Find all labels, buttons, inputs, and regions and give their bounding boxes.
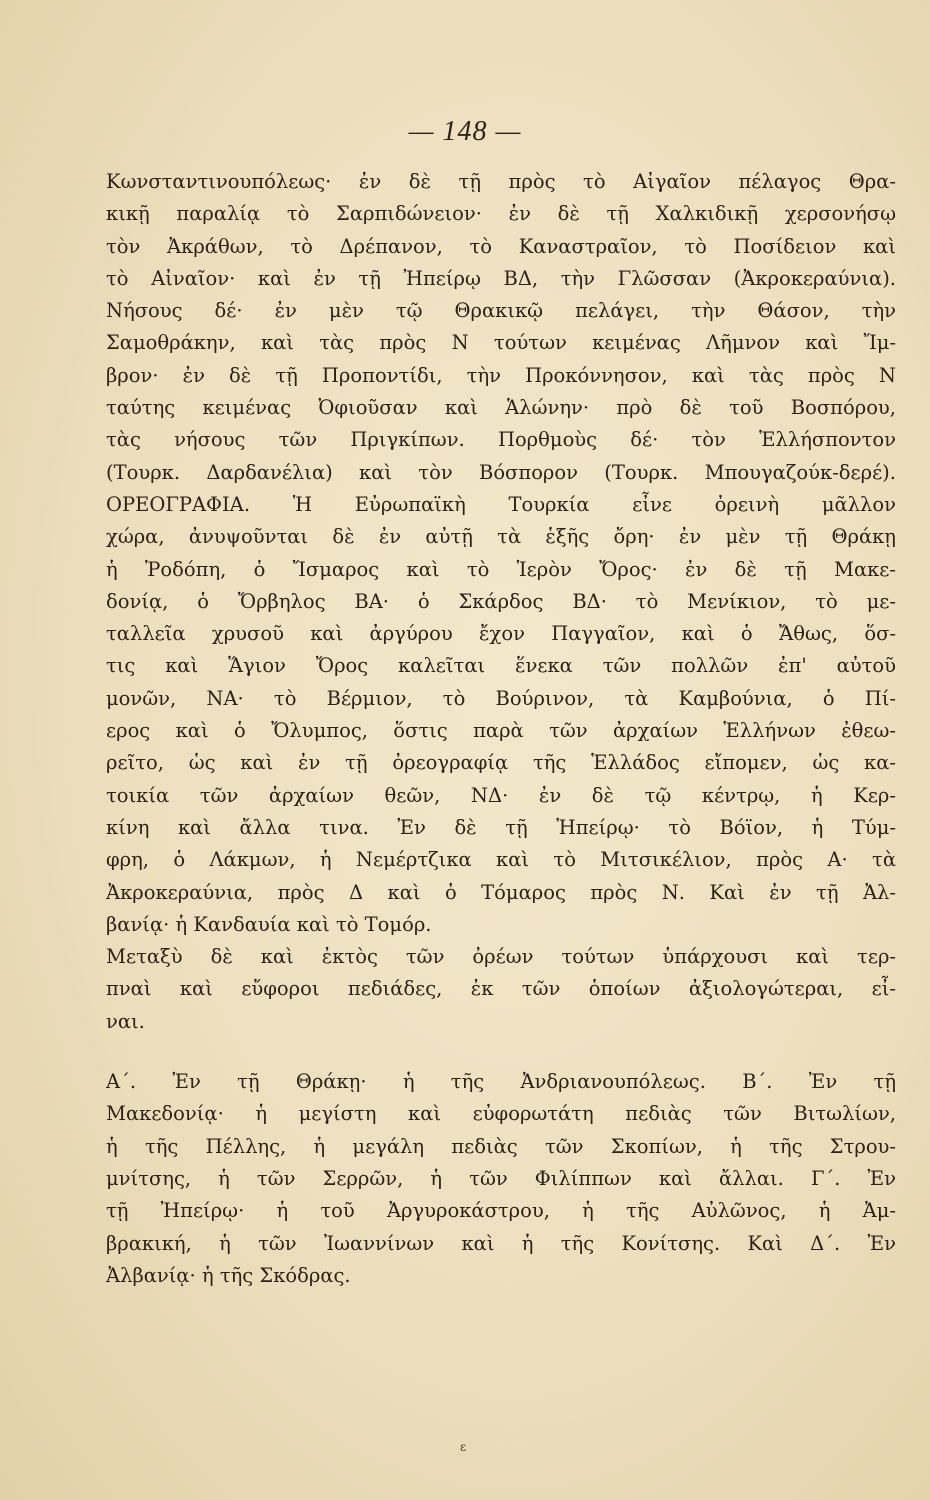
text-line: ἡ Ῥοδόπη, ὁ Ἴσμαρος καὶ τὸ Ἱερὸν Ὄρος· ἐν δὲ τῇ Μακε- xyxy=(106,557,896,581)
text-line: κίνη καὶ ἄλλα τινα. Ἐν δὲ τῇ Ἠπείρῳ· τὸ Βόϊον, ἡ Τύμ- xyxy=(106,815,896,839)
text-line: ΟΡΕΟΓΡΑΦΙΑ. Ἡ Εὐρωπαϊκὴ Τουρκία εἶνε ὀρεινὴ μᾶλλον xyxy=(106,492,896,516)
paragraph-plains-list xyxy=(106,1066,896,1292)
paragraph-spacer xyxy=(106,1038,896,1066)
text-line: δονίᾳ, ὁ Ὄρβηλος ΒΑ· ὁ Σκάρδος ΒΔ· τὸ Μενίκιον, τὸ με- xyxy=(106,589,896,613)
text-line: ερος καὶ ὁ Ὄλυμπος, ὅστις παρὰ τῶν ἀρχαίων Ἑλλήνων ἐθεω- xyxy=(106,719,896,743)
signature-mark: ε xyxy=(460,1440,467,1454)
text-line: μνίτσης, ἡ τῶν Σερρῶν, ἡ τῶν Φιλίππων καὶ ἄλλαι. Γ΄. Ἐν xyxy=(106,1166,896,1190)
text-line: Α΄. Ἐν τῇ Θράκῃ· ἡ τῆς Ἀνδριανουπόλεως. Β΄. Ἐν τῇ xyxy=(106,1070,896,1094)
text-line: (Τουρκ. Δαρδανέλια) καὶ τὸν Βόσπορον (Τουρκ. Μπουγαζούκ-δερέ). xyxy=(106,460,896,484)
paragraph-coasts-islands-straits xyxy=(106,166,896,489)
text-line: βρον· ἐν δὲ τῇ Προποντίδι, τὴν Προκόννησον, καὶ τὰς πρὸς Ν xyxy=(106,363,896,387)
text-line: Ἀλβανίᾳ· ἡ τῆς Σκόδρας. xyxy=(106,1263,351,1287)
text-line: ἡ τῆς Πέλλης, ἡ μεγάλη πεδιὰς τῶν Σκοπίων, ἡ τῆς Στρου- xyxy=(106,1134,896,1158)
text-line: τις καὶ Ἅγιον Ὄρος καλεῖται ἕνεκα τῶν πολλῶν ἐπ' αὐτοῦ xyxy=(106,654,896,678)
text-line: τὰς νήσους τῶν Πριγκίπων. Πορθμοὺς δέ· τὸν Ἑλλήσποντον xyxy=(106,428,896,452)
text-line: φρη, ὁ Λάκμων, ἡ Νεμέρτζικα καὶ τὸ Μιτσικέλιον, πρὸς Α· τὰ xyxy=(106,848,896,872)
text-line: Ἀκροκεραύνια, πρὸς Δ καὶ ὁ Τόμαρος πρὸς Ν. Καὶ ἐν τῇ Ἀλ- xyxy=(106,880,896,904)
text-line: ρεῖτο, ὡς καὶ ἐν τῇ ὀρεογραφίᾳ τῆς Ἑλλάδος εἴπομεν, ὡς κα- xyxy=(106,751,896,775)
text-line: πναὶ καὶ εὔφοροι πεδιάδες, ἐκ τῶν ὁποίων ἀξιολογώτεραι, εἶ- xyxy=(106,977,896,1001)
text-line: Κωνσταντινουπόλεως· ἐν δὲ τῇ πρὸς τὸ Αἰγαῖον πέλαγος Θρα- xyxy=(106,170,896,193)
paragraph-oreography xyxy=(106,489,896,941)
text-line: Μακεδονίᾳ· ἡ μεγίστη καὶ εὐφορωτάτη πεδιὰς τῶν Βιτωλίων, xyxy=(106,1102,896,1126)
text-line: βανίᾳ· ἡ Κανδαυία καὶ τὸ Τομόρ. xyxy=(106,912,432,936)
text-line: μονῶν, ΝΑ· τὸ Βέρμιον, τὸ Βούρινον, τὰ Καμβούνια, ὁ Πί- xyxy=(106,686,896,710)
text-line: Μεταξὺ δὲ καὶ ἐκτὸς τῶν ὀρέων τούτων ὑπάρχουσι καὶ τερ- xyxy=(106,945,896,969)
text-line: χώρα, ἀνυψοῦνται δὲ ἐν αὐτῇ τὰ ἑξῆς ὄρη· ἐν μὲν τῇ Θράκῃ xyxy=(106,525,896,549)
text-line: τῇ Ἠπείρῳ· ἡ τοῦ Ἀργυροκάστρου, ἡ τῆς Αὐλῶνος, ἡ Ἀμ- xyxy=(106,1199,896,1223)
page-number: — 148 — xyxy=(408,116,522,147)
paragraph-plains-intro xyxy=(106,941,896,1038)
text-line: ταύτης κειμένας Ὀφιοῦσαν καὶ Ἁλώνην· πρὸ δὲ τοῦ Βοσπόρου, xyxy=(106,396,896,420)
text-line: τὸ Αἰναῖον· καὶ ἐν τῇ Ἠπείρῳ ΒΔ, τὴν Γλῶσσαν (Ἀκροκεραύνια). xyxy=(106,266,896,290)
text-line: ταλλεῖα χρυσοῦ καὶ ἀργύρου ἔχον Παγγαῖον, καὶ ὁ Ἄθως, ὅσ- xyxy=(106,622,896,646)
text-line: Σαμοθράκην, καὶ τὰς πρὸς Ν τούτων κειμένας Λῆμνον καὶ Ἴμ- xyxy=(106,331,896,355)
text-line: κικῇ παραλίᾳ τὸ Σαρπιδώνειον· ἐν δὲ τῇ Χαλκιδικῇ χερσονήσῳ xyxy=(106,202,896,226)
text-line: βρακική, ἡ τῶν Ἰωαννίνων καὶ ἡ τῆς Κονίτσης. Καὶ Δ΄. Ἐν xyxy=(106,1231,896,1255)
text-line: Νήσους δέ· ἐν μὲν τῷ Θρακικῷ πελάγει, τὴν Θάσον, τὴν xyxy=(106,299,896,323)
text-line: τοικία τῶν ἀρχαίων θεῶν, ΝΔ· ἐν δὲ τῷ κέντρῳ, ἡ Κερ- xyxy=(106,783,896,807)
text-line: τὸν Ἀκράθων, τὸ Δρέπανον, τὸ Καναστραῖον, τὸ Ποσίδειον καὶ xyxy=(106,234,896,258)
text-line: ναι. xyxy=(106,1009,145,1033)
text-body xyxy=(106,166,896,1292)
